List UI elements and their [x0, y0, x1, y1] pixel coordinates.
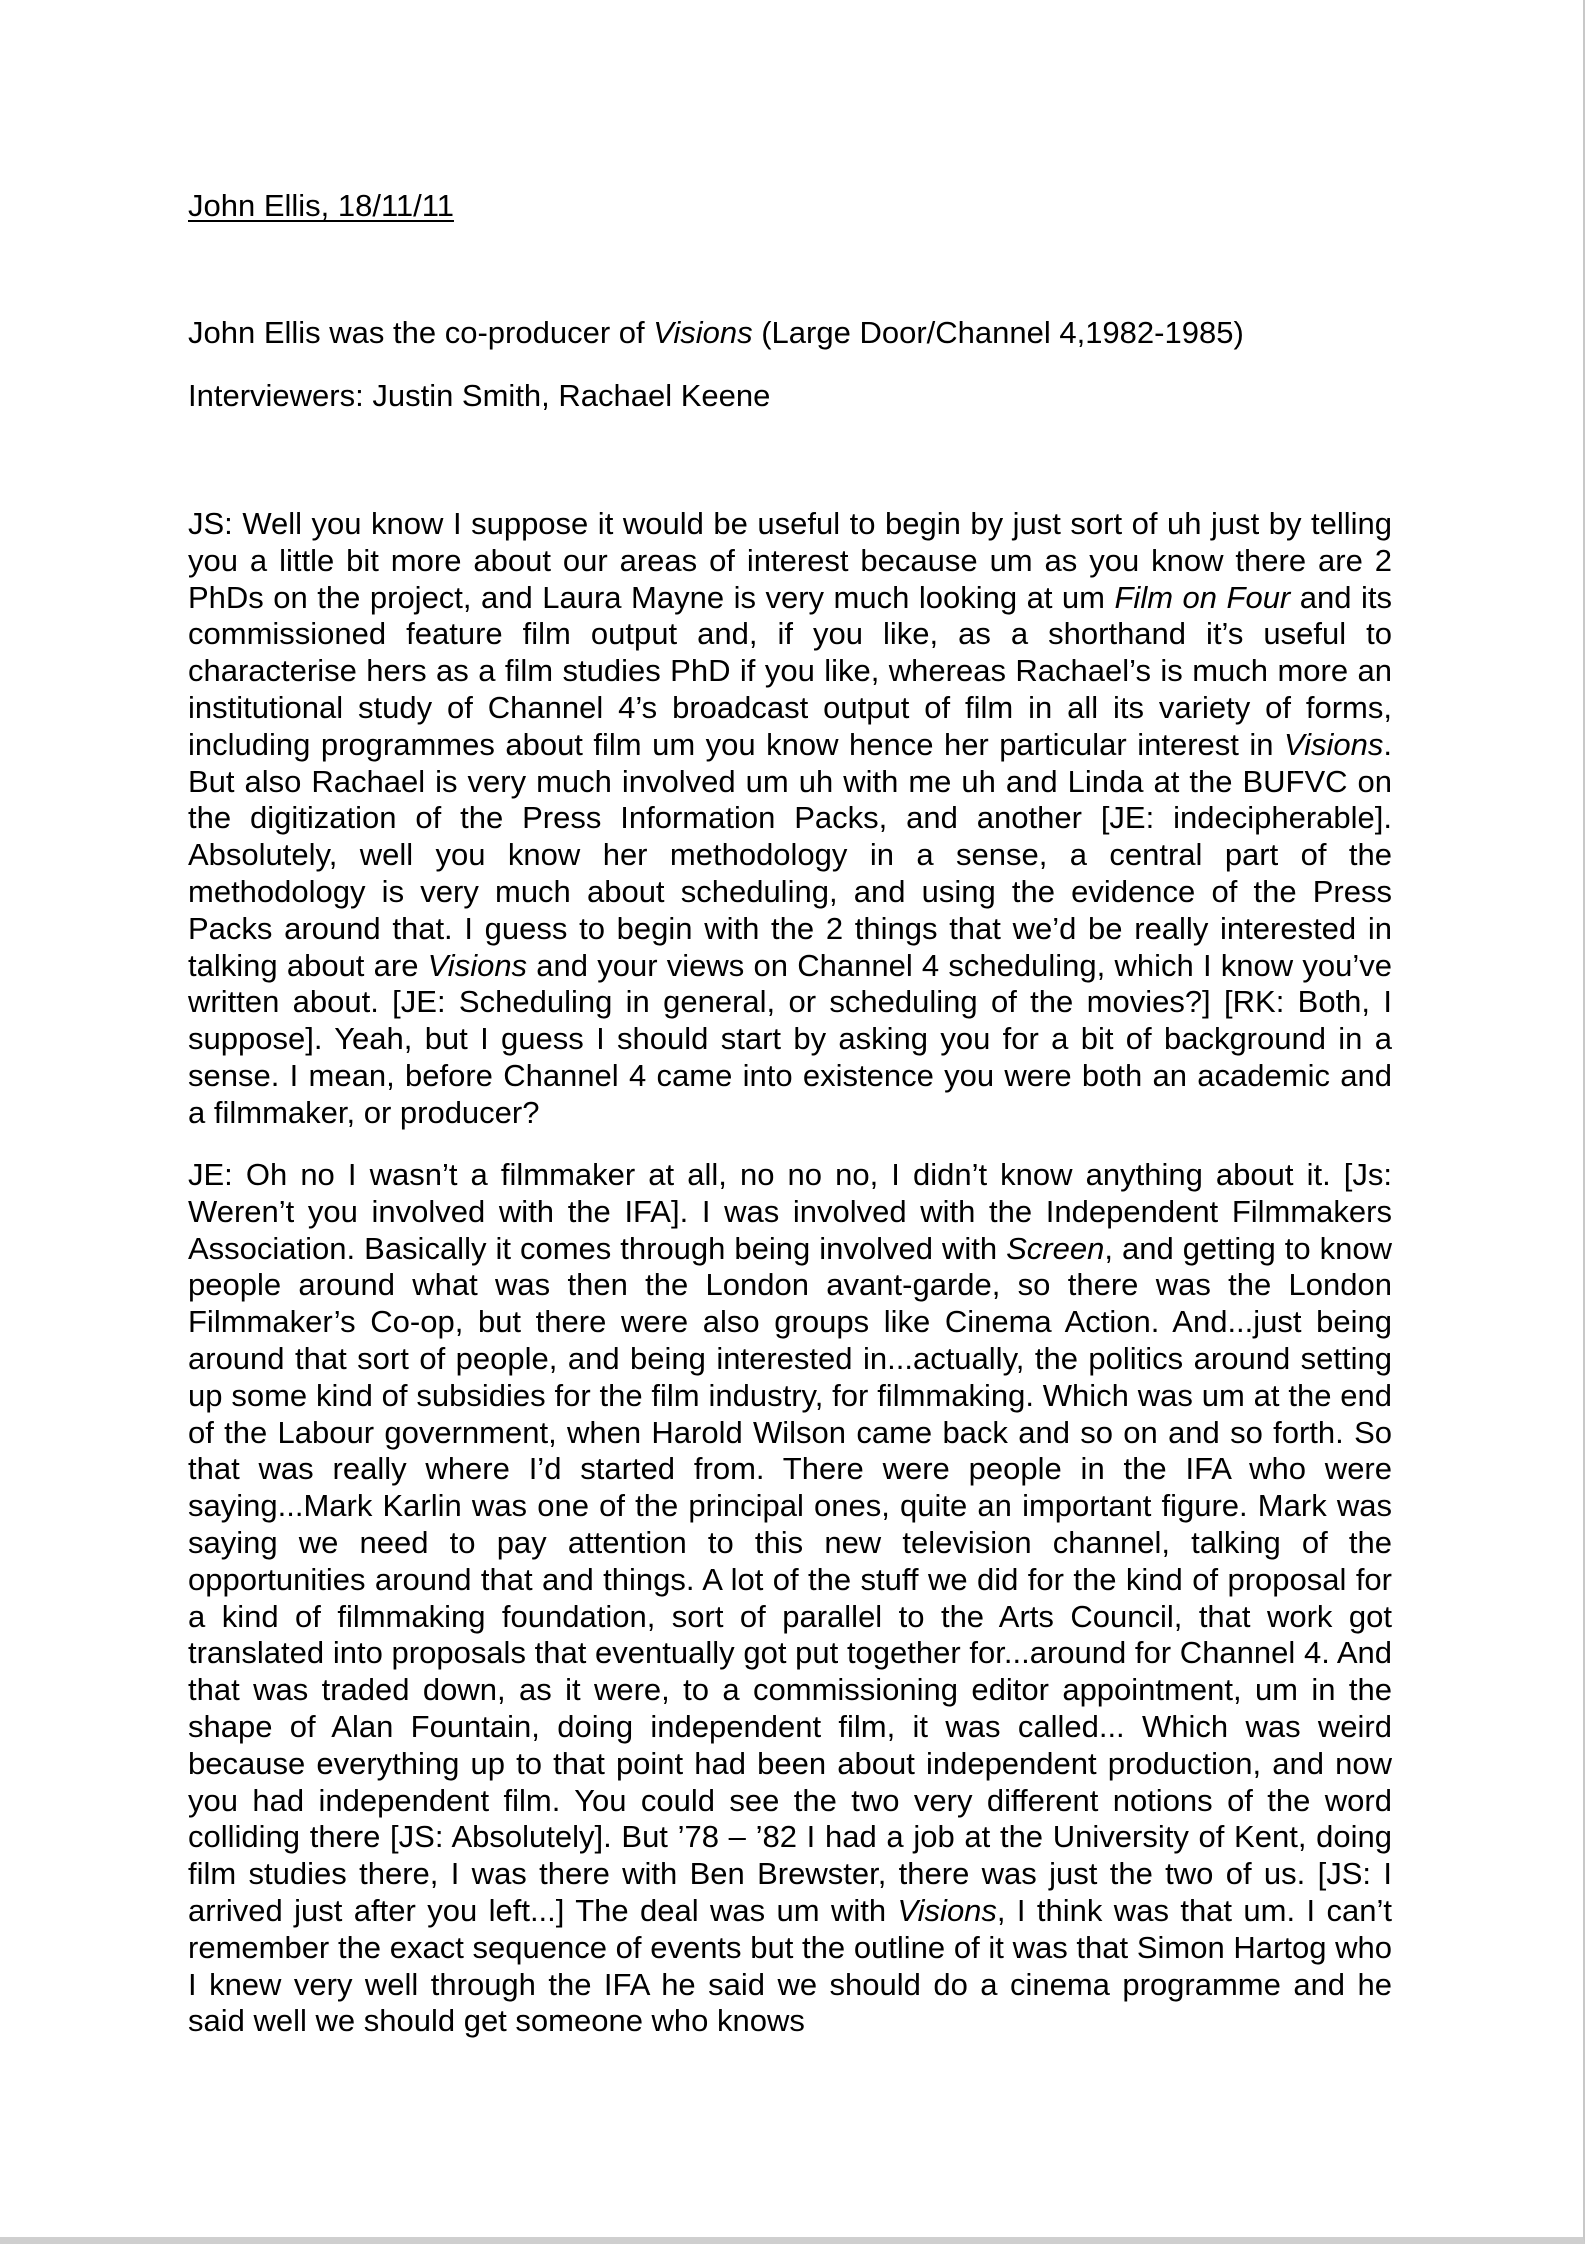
paragraph-1-italic-3: Visions	[427, 947, 528, 983]
transcript-paragraph-2	[188, 1157, 1392, 2040]
intro-details: (Large Door/Channel 4,1982-1985)	[752, 315, 1244, 350]
paragraph-2-italic-1: Screen	[1006, 1230, 1105, 1266]
paragraph-1-text-2: and its commissioned feature film output and, if you like, as a shorthand it’s useful to characterise hers as a film studies PhD if you like, whereas Rachael’s is much more an institutional study of Channel 4’s broadcast output of film in all its variety of forms, including programmes about film um you know hence her particular interest in	[188, 579, 1392, 762]
paragraph-2-text-1: JE: Oh no I wasn’t a filmmaker at all, no no no, I didn’t know anything about it. [Js: Weren’t you involved with the IFA]. I was involved with the Independent Filmmakers Association. Basically it comes through being involved with	[188, 1157, 1392, 1266]
intro-text: John Ellis was the co-producer of	[188, 315, 654, 350]
transcript-paragraph-1	[188, 506, 1392, 1132]
paragraph-2-italic-2: Visions	[897, 1892, 997, 1928]
interviewers-line: Interviewers: Justin Smith, Rachael Keene	[188, 378, 771, 413]
document-title: John Ellis, 18/11/11	[188, 188, 454, 223]
paragraph-2-text-3: , I think was that um. I can’t remember the exact sequence of events but the outline of it was that Simon Hartog who I knew very well through the IFA he said we should do a cinema programme and he said well we should get someone who knows	[188, 1892, 1392, 2039]
intro-programme-title: Visions	[653, 315, 753, 350]
paragraph-1-text-3: . But also Rachael is very much involved um uh with me uh and Linda at the BUFVC on the digitization of the Press Information Packs, and another [JE: indecipherable]. Absolutely, well you know her methodology in a sense, a central part of the methodology is very much about scheduling, and using the evidence of the Press Packs around that. I guess to begin with the 2 things that we’d be really interested in talking about are	[188, 726, 1392, 983]
paragraph-1-italic-2: Visions	[1284, 726, 1384, 762]
intro-line	[188, 315, 1244, 351]
paragraph-1-italic-1: Film on Four	[1114, 579, 1291, 615]
paragraph-1-text-4: and your views on Channel 4 scheduling, which I know you’ve written about. [JE: Scheduling in general, or scheduling of the movies?] [RK: Both, I suppose]. Yeah, but I guess I should start by asking you for a bit of background in a sense. I mean, before Channel 4 came into existence you were both an academic and a filmmaker, or producer?	[188, 947, 1393, 1130]
paragraph-1-text-1: JS: Well you know I suppose it would be useful to begin by just sort of uh just by telling you a little bit more about our areas of interest because um as you know there are 2 PhDs on the project, and Laura Mayne is very much looking at um	[188, 506, 1392, 615]
paragraph-2-text-2: , and getting to know people around what was then the London avant-garde, so there was the London Filmmaker’s Co-op, but there were also groups like Cinema Action. And...just being around that sort of people, and being interested in...actually, the politics around setting up some kind of subsidies for the film industry, for filmmaking. Which was um at the end of the Labour government, when Harold Wilson came back and so on and so forth. So that was really where I’d started from. There were people in the IFA who were saying...Mark Karlin was one of the principal ones, quite an important figure. Mark was saying we need to pay attention to this new television channel, talking of the opportunities around that and things. A lot of the stuff we did for the kind of proposal for a kind of filmmaking foundation, sort of parallel to the Arts Council, that work got translated into proposals that eventually got put together for...around for Channel 4. And that was traded down, as it were, to a commissioning editor appointment, um in the shape of Alan Fountain, doing independent film, it was called... Which was weird because everything up to that point had been about independent production, and now you had independent film. You could see the two very different notions of the word colliding there [JS: Absolutely]. But ’78 – ’82 I had a job at the University of Kent, doing film studies there, I was there with Ben Brewster, there was just the two of us. [JS: I arrived just after you left...] The deal was um with	[188, 1230, 1392, 1928]
